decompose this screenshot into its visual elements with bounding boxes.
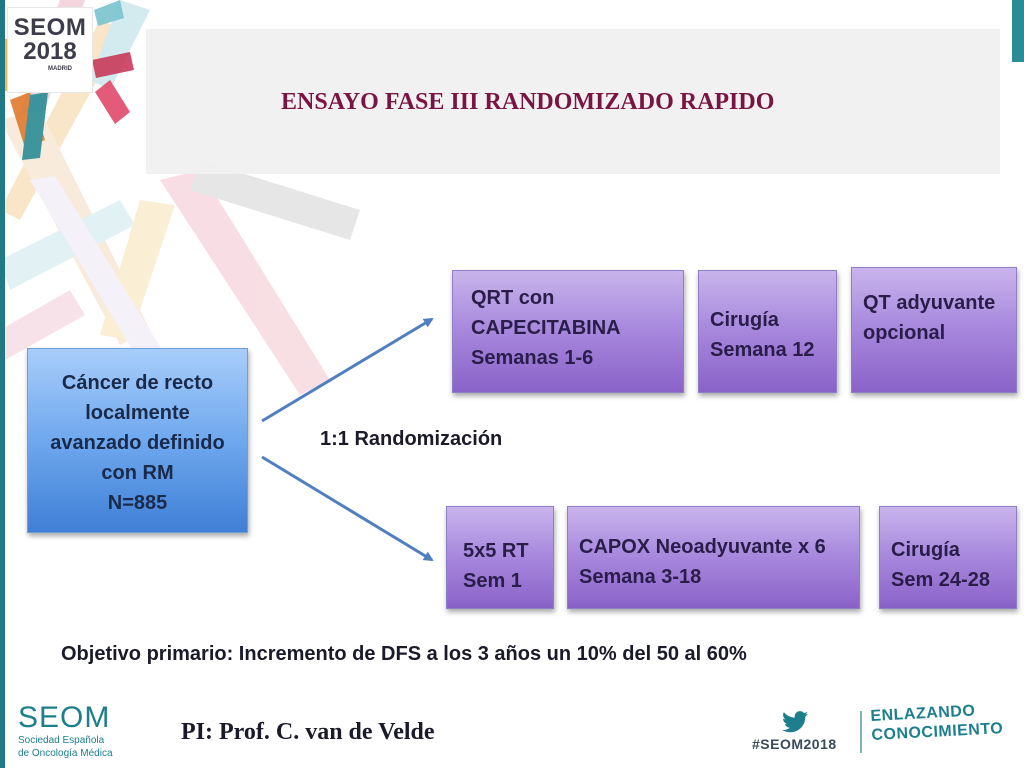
principal-investigator: PI: Prof. C. van de Velde	[181, 719, 435, 745]
seom-footer-sub-1: Sociedad Española	[18, 735, 105, 746]
box-cirugia-top	[698, 270, 837, 393]
slogan	[870, 700, 1004, 745]
footer-divider	[860, 711, 862, 753]
arrow-to-top-arm	[262, 319, 432, 421]
slide-title: ENSAYO FASE III RANDOMIZADO RAPIDO	[281, 89, 775, 115]
title-banner	[146, 29, 1000, 174]
box-cirugia-bottom	[879, 506, 1017, 609]
box-line: Sem 1	[463, 570, 522, 592]
box-line: CAPECITABINA	[471, 317, 621, 339]
arrow-to-bottom-arm	[262, 457, 432, 560]
box-5x5-rt	[446, 506, 554, 609]
seom2018-logo	[8, 8, 92, 92]
logo-text-seom: SEOM	[13, 14, 87, 41]
seom-footer-sub-2: de Oncología Médica	[18, 748, 113, 759]
box-line: Cáncer de recto	[61, 372, 214, 394]
box-line: CAPOX Neoadyuvante x 6	[579, 536, 826, 558]
box-line: QT adyuvante	[863, 292, 996, 314]
box-line: QRT con	[471, 287, 555, 309]
box-line: N=885	[107, 492, 168, 514]
slogan-line-2: CONOCIMIENTO	[871, 720, 1004, 744]
seom-footer-name: SEOM	[18, 701, 111, 734]
box-qrt-capecitabina	[452, 270, 684, 393]
box-line: Semana 12	[710, 339, 815, 361]
box-line: Semanas 1-6	[471, 347, 594, 369]
box-line: 5x5 RT	[463, 540, 529, 562]
box-patient-population	[27, 348, 248, 533]
primary-objective: Objetivo primario: Incremento de DFS a los 3 años un 10% del 50 al 60%	[61, 643, 747, 665]
slogan-line-1: ENLAZANDO	[870, 702, 976, 725]
logo-text-year: 2018	[23, 38, 77, 65]
box-capox-neoadyuvante	[567, 506, 860, 609]
box-line: localmente	[85, 402, 190, 424]
box-line: Cirugía	[891, 539, 960, 561]
logo-text-city: MADRID	[48, 66, 72, 72]
box-line: Sem 24-28	[891, 569, 990, 591]
box-line: avanzado definido	[50, 432, 225, 454]
twitter-icon	[782, 711, 808, 733]
randomization-label: 1:1 Randomización	[320, 428, 503, 450]
footer-branding	[752, 702, 1004, 755]
box-line: Semana 3-18	[579, 566, 702, 588]
box-qt-adyuvante	[851, 267, 1017, 393]
hashtag: #SEOM2018	[752, 736, 837, 752]
box-line: Cirugía	[710, 309, 779, 331]
seom-footer-logo	[18, 703, 113, 759]
box-line: opcional	[863, 322, 946, 344]
box-line: con RM	[101, 462, 174, 484]
